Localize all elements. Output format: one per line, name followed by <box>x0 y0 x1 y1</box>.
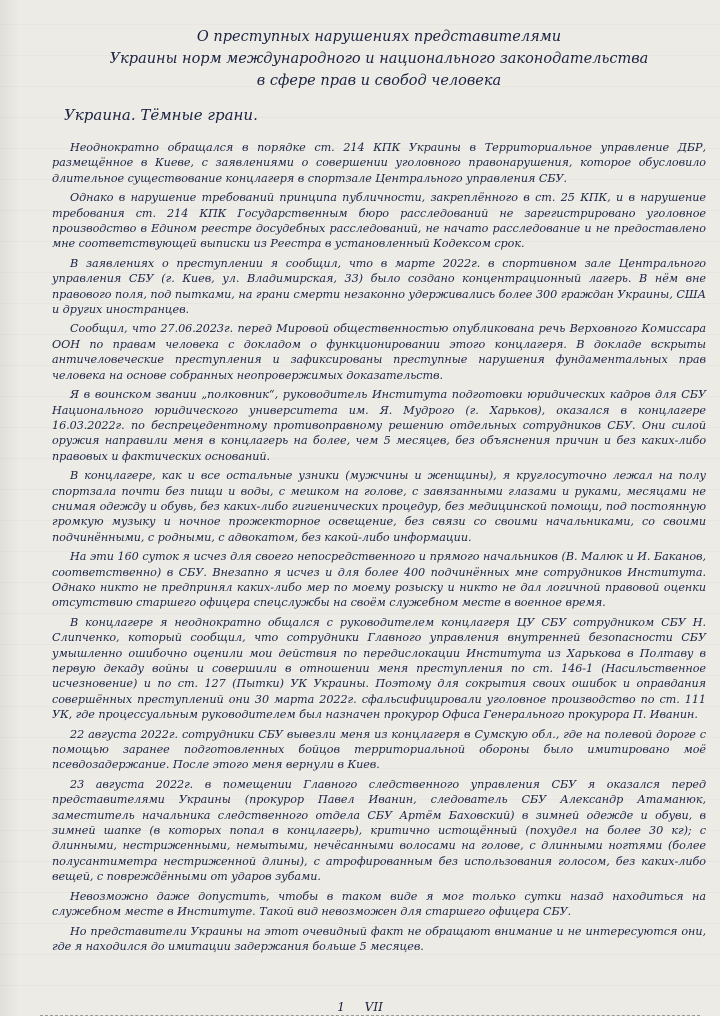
paragraph-8: В концлагере я неоднократно общался с руководителем концлагеря ЦУ СБУ сотрудником СБУ Н. Слипченко, который сообщил, что сотрудники Главного управления внутренней безопасности СБУ умышленно ошибочно оценили мои действия по передислокации Института из Харькова в Полтаву в первую декаду войны и совершили в отношении меня преступления по ст. 146-1 (Насильственное исчезновение) и по ст. 127 (Пытки) УК Украины. Поэтому для сокрытия своих ошибок и оправдания совершённых преступлений они 30 марта 2022г. сфальсифицировали уголовное производство по ст. 111 УК, где процессуальным руководителем был назначен прокурор Офиса Генерального прокурора П. Иванин. <box>52 615 706 722</box>
page-number: 1 <box>337 1000 345 1014</box>
paragraph-6: В концлагере, как и все остальные узники (мужчины и женщины), я круглосуточно лежал на полу спортзала почти без пищи и воды, с мешком на голове, с завязанными глазами и руками, месяцами не снимая одежду и обувь, без каких-либо гигиенических процедур, без медицинской помощи, под постоянную громкую музыку и ночное прожекторное освещение, без связи со своими начальниками, со своими подчинёнными, с родными, с адвокатом, без какой-либо информации. <box>52 469 706 544</box>
paragraph-2: Однако в нарушение требований принципа публичности, закреплённого в ст. 25 КПК, и в нарушение требования ст. 214 КПК Государственным бюро расследований не зарегистрировано уголовное производство в Едином реестре досудебных расследований, не начато расследование и не предоставлено мне соответствующей выписки из Реестра в установленный Кодексом срок. <box>52 191 706 251</box>
roman-marker: VII <box>364 1000 383 1014</box>
page-footer <box>0 1000 720 1014</box>
paragraph-1: Неоднократно обращался в порядке ст. 214 КПК Украины в Территориальное управление ДБР, размещённое в Киеве, с заявлениями о совершении уголовного правонарушения, которое обусловило длительное существование концлагеря в спортзале Центрального управления СБУ. <box>52 141 706 185</box>
document-heading: Украина. Тёмные грани. <box>64 106 258 124</box>
paragraph-3: В заявлениях о преступлении я сообщил, что в марте 2022г. в спортивном зале Центрального управления СБУ (г. Киев, ул. Владимирская, 33) было создано концентрационный лагерь. В нём вне правового поля, под пытками, на грани смерти незаконно удерживались более 300 граждан Украины, США и других иностранцев. <box>52 256 706 317</box>
paragraph-4: Сообщил, что 27.06.2023г. перед Мировой общественностью опубликована речь Верховного Комиссара ООН по правам человека с докладом о функционировании этого концлагеря. В докладе вскрыты античеловеческие преступления и зафиксированы преступные нарушения фундаментальных прав человека на основе собранных неопровержимых доказательств. <box>52 322 706 382</box>
paragraph-11: Невозможно даже допустить, чтобы в таком виде я мог только сутки назад находиться на служебном месте в Институте. Такой вид невозможен для старшего офицера СБУ. <box>52 889 706 919</box>
document-title <box>52 26 706 92</box>
paragraph-7: На эти 160 суток я исчез для своего непосредственного и прямого начальников (В. Малюк и И. Баканов, соответственно) в СБУ. Внезапно я исчез и для более 400 подчинённых мне сотрудников Института. Однако никто не предпринял каких-либо мер по моему розыску и никто не дал логичной правовой оценки отсутствию старшего офицера спецслужбы на своём служебном месте в военное время. <box>52 550 706 610</box>
paragraph-10: 23 августа 2022г. в помещении Главного следственного управления СБУ я оказался перед представителями Украины (прокурор Павел Иванин, следователь СБУ Александр Атаманюк, заместитель начальника следственного отдела СБУ Артём Баховский) в зимней одежде и обуви, в зимней шапке (в которых попал в концлагерь), критично истощённый (похудел на более 30 кг); с длинными, нестриженными, немытыми, нечёсанными волосами на голове, с длинными ногтями (более полусантиметра нестриженной длины), с атрофированным без использования голосом, без каких-либо вещей, с повреждёнными от ударов зубами. <box>52 777 706 884</box>
paragraph-9: 22 августа 2022г. сотрудники СБУ вывезли меня из концлагеря в Сумскую обл., где на полевой дороге с помощью заранее подготовленных бойцов территориальной обороны было имитировано моё псевдозадержание. После этого меня вернули в Киев. <box>52 727 706 772</box>
title-line-3: в сфере прав и свобод человека <box>256 73 502 89</box>
paragraph-5: Я в воинском звании „полковник“, руководитель Института подготовки юридических кадров для СБУ Национального юридического университета им. Я. Мудрого (г. Харьков), оказался в концлагере 16.03.2022г. по беспрецедентному противоправному решению отдельных сотрудников СБУ. Они силой оружия направили меня в концлагерь на более, чем 5 месяцев, без объяснения причин и без каких-либо правовых и фактических оснований. <box>52 388 706 463</box>
document-body <box>52 140 706 954</box>
paragraph-12: Но представители Украины на этот очевидный факт не обращают внимание и не интересуются они, где я находился до имитации задержания больше 5 месяцев. <box>52 924 706 953</box>
title-line-2: Украины норм международного и национального законодательства <box>109 51 649 67</box>
title-line-1: О преступных нарушениях представителями <box>196 29 562 45</box>
